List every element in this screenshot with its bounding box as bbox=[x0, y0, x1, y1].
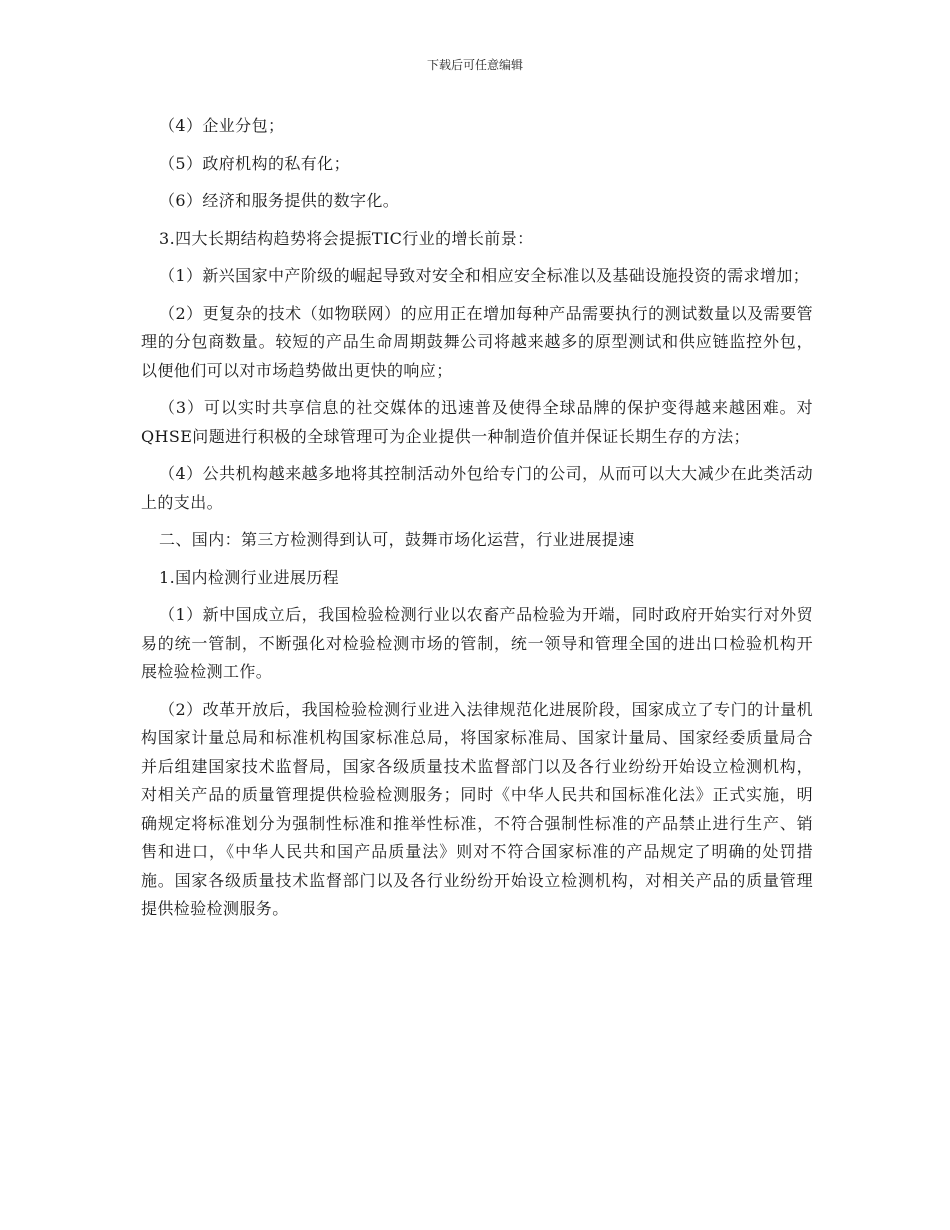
paragraph: （6）经济和服务提供的数字化。 bbox=[159, 191, 400, 210]
subsection-heading: 1.国内检测行业进展历程 bbox=[159, 567, 340, 587]
paragraph: （4）企业分包； bbox=[159, 116, 285, 135]
section-heading: 3.四大长期结构趋势将会提振TIC行业的增长前景： bbox=[159, 228, 534, 248]
paragraph: （3）可以实时共享信息的社交媒体的迅速普及使得全球品牌的保护变得越来越困难。对QHSE问题进行积极的全球管理可为企业提供一种制造价值并保证长期生存的方法； bbox=[141, 398, 813, 446]
document-body bbox=[141, 112, 813, 933]
paragraph: （2）更复杂的技术（如物联网）的应用正在增加每种产品需要执行的测试数量以及需要管理的分包商数量。较短的产品生命周期鼓舞公司将越来越多的原型测试和供应链监控外包，以便他们可以对市场趋势做出更快的响应； bbox=[141, 303, 813, 380]
paragraph: （1）新兴国家中产阶级的崛起导致对安全和相应安全标准以及基础设施投资的需求增加； bbox=[159, 266, 810, 285]
paragraph: （5）政府机构的私有化； bbox=[159, 153, 350, 173]
paragraph: （4）公共机构越来越多地将其控制活动外包给专门的公司，从而可以大大减少在此类活动上的支出。 bbox=[141, 464, 813, 512]
paragraph: （2）改革开放后，我国检验检测行业进入法律规范化进展阶段，国家成立了专门的计量机构国家计量总局和标准机构国家标准总局，将国家标准局、国家计量局、国家经委质量局合并后组建国家技术监督局，国家各级质量技术监督部门以及各行业纷纷开始设立检测机构，对相关产品的质量管理提供检验检测服务；同时《中华人民共和国标准化法》正式实施，明确规定将标准划分为强制性标准和推举性标准，不符合强制性标准的产品禁止进行生产、销售和进口，《中华人民共和国产品质量法》则对不符合国家标准的产品规定了明确的处罚措施。国家各级质量技术监督部门以及各行业纷纷开始设立检测机构，对相关产品的质量管理提供检验检测服务。 bbox=[141, 699, 813, 918]
page-header: 下载后可任意编辑 bbox=[426, 58, 523, 72]
paragraph: （1）新中国成立后，我国检验检测行业以农畜产品检验为开端，同时政府开始实行对外贸易的统一管制，不断强化对检验检测市场的管制，统一领导和管理全国的进出口检验机构开展检验检测工作。 bbox=[141, 605, 813, 681]
section-heading: 二、国内：第三方检测得到认可，鼓舞市场化运营，行业进展提速 bbox=[159, 530, 635, 549]
